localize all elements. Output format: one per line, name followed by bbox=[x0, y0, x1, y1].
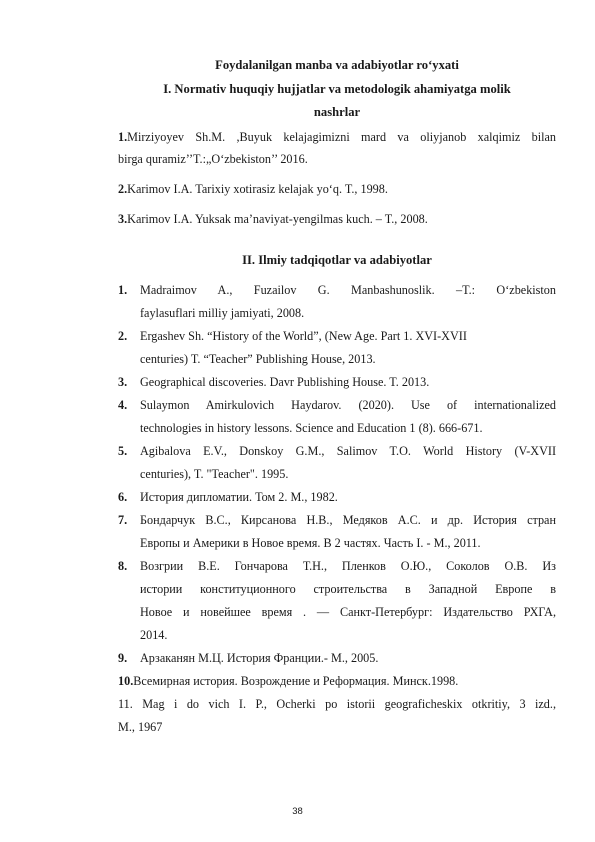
item-text: Karimov I.A. Tarixiy xotirasiz kelajak yo‘q. T., 1998. bbox=[127, 182, 388, 196]
section1-item-3 bbox=[118, 208, 556, 230]
item-number: 2. bbox=[118, 329, 128, 343]
item-text: Возгрии В.Е. Гончарова Т.Н., Пленков О.Ю., Соколов О.В. Из bbox=[140, 559, 556, 573]
item-number: 6. bbox=[118, 490, 128, 504]
item-text: Mirziyoyev Sh.M. ,Buyuk kelajagimizni mard va oliyjanob xalqimiz bilan bbox=[127, 130, 556, 144]
item-number: 3. bbox=[118, 212, 128, 226]
item-number: 8. bbox=[118, 559, 128, 573]
section1-item-1-line1 bbox=[118, 126, 556, 148]
item-text: centuries), T. "Teacher". 1995. bbox=[140, 467, 289, 481]
references-heading: Foydalanilgan manba va adabiyotlar ro‘yxati bbox=[215, 58, 459, 72]
item-text: Agibalova E.V., Donskoy G.M., Salimov T.O. World History (V-XVII bbox=[140, 444, 556, 458]
section1-title-line2: nashrlar bbox=[313, 105, 361, 119]
item-number: 9. bbox=[118, 651, 128, 665]
item-text: Всемирная история. Возрождение и Реформация. Минск.1998. bbox=[133, 674, 459, 688]
item-text: faylasuflari milliy jamiyati, 2008. bbox=[140, 306, 305, 320]
list-item bbox=[118, 647, 556, 670]
section1-list bbox=[118, 126, 556, 230]
list-item-11-line2: M., 1967 bbox=[118, 720, 163, 734]
list-item bbox=[118, 440, 556, 486]
item-text: centuries) T. “Teacher” Publishing House, 2013. bbox=[140, 352, 376, 366]
item-text: Ergashev Sh. “History of the World”, (New Age. Part 1. XVI-XVII bbox=[140, 329, 467, 343]
list-item bbox=[118, 555, 556, 647]
item-number: 10. bbox=[118, 674, 134, 688]
item-number: 3. bbox=[118, 375, 128, 389]
item-number: 1. bbox=[118, 283, 128, 297]
item-text: technologies in history lessons. Science and Education 1 (8). 666-671. bbox=[140, 421, 483, 435]
section2-list bbox=[118, 279, 556, 739]
item-text: Европы и Америки в Новое время. В 2 частях. Часть I. - М., 2011. bbox=[140, 536, 481, 550]
item-text: Geographical discoveries. Davr Publishing House. T. 2013. bbox=[140, 375, 430, 389]
item-text: История дипломатии. Том 2. М., 1982. bbox=[140, 490, 338, 504]
item-text: Karimov I.A. Yuksak ma’naviyat-yengilmas kuch. – T., 2008. bbox=[127, 212, 428, 226]
section1-title-line1: I. Normativ huquqiy hujjatlar va metodologik ahamiyatga molik bbox=[163, 82, 511, 96]
list-item-11-line1: 11. Mag i do vich I. P., Ocherki po istorii geograficheskix otkritiy, 3 izd., bbox=[118, 697, 556, 711]
item-text: Арзаканян М.Ц. История Франции.- М., 2005. bbox=[140, 651, 379, 665]
list-item bbox=[118, 394, 556, 440]
list-item-10 bbox=[118, 670, 556, 693]
section1-item-1-line2: birga quramiz’’T.:„O‘zbekiston’’ 2016. bbox=[118, 152, 308, 166]
page-number: 38 bbox=[292, 806, 303, 817]
list-item bbox=[118, 509, 556, 555]
item-number: 7. bbox=[118, 513, 128, 527]
item-text: Бондарчук В.С., Кирсанова Н.В., Медяков А.С. и др. История стран bbox=[140, 513, 556, 527]
item-text: Sulaymon Amirkulovich Haydarov. (2020). Use of internationalized bbox=[140, 398, 556, 412]
list-item bbox=[118, 279, 556, 325]
list-item bbox=[118, 486, 556, 509]
item-number: 5. bbox=[118, 444, 128, 458]
list-item bbox=[118, 325, 556, 371]
item-text: 2014. bbox=[140, 628, 168, 642]
item-text: истории конституционного строительства в Западной Европе в bbox=[140, 582, 556, 596]
section1-item-2 bbox=[118, 178, 556, 200]
item-text: Madraimov A., Fuzailov G. Manbashunoslik. –T.: O‘zbekiston bbox=[140, 283, 556, 297]
section2-title: II. Ilmiy tadqiqotlar va adabiyotlar bbox=[242, 253, 432, 267]
item-number: 1. bbox=[118, 130, 128, 144]
item-number: 2. bbox=[118, 182, 128, 196]
item-number: 4. bbox=[118, 398, 128, 412]
item-text: Новое и новейшее время . — Санкт-Петербург: Издательство РХГА, bbox=[140, 605, 556, 619]
list-item bbox=[118, 371, 556, 394]
